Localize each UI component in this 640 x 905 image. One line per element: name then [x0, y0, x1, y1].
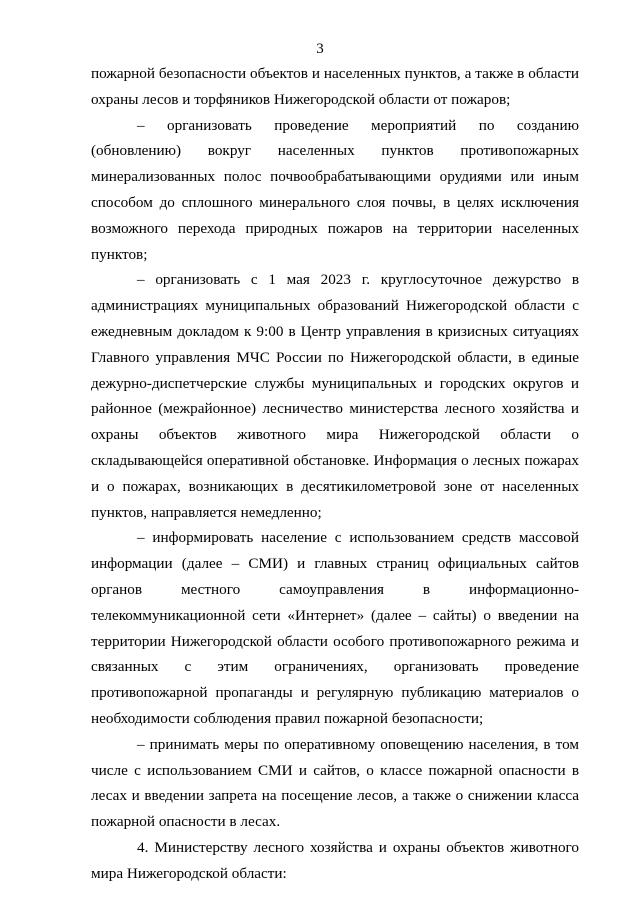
- paragraph-mineralized-strips: – организовать проведение мероприятий по созданию (обновлению) вокруг населенных пунктов противопожарных минерализованных полос почвообрабатывающими орудиями или иным способом до сплошного минерального слоя почвы, в целях исключения возможного перехода природных пожаров на территории населенных пунктов;: [91, 116, 579, 263]
- paragraph-inform-population: – информировать население с использованием средств массовой информации (далее – СМИ) и главных страниц официальных сайтов органов местного самоуправления в информационно-телекоммуникационной сети «Интернет» (далее – сайты) о введении на территории Нижегородской области особого противопожарного режима и связанных с этим ограничениях, организовать проведение противопожарной пропаганды и регулярную публикацию материалов о необходимости соблюдения правил пожарной безопасности;: [91, 529, 579, 727]
- paragraph-fire-safety-continuation: пожарной безопасности объектов и населенных пунктов, а также в области охраны лесов и торфяников Нижегородской области от пожаров;: [91, 65, 579, 108]
- paragraph-ministry-of-forestry: 4. Министерству лесного хозяйства и охраны объектов животного мира Нижегородской области:: [91, 838, 579, 882]
- document-body: [91, 61, 579, 887]
- paragraph-round-the-clock-duty: – организовать с 1 мая 2023 г. круглосуточное дежурство в администрациях муниципальных образований Нижегородской области с ежедневным докладом к 9:00 в Центр управления в кризисных ситуациях Главного управления МЧС России по Нижегородской области, в единые дежурно-диспетчерские службы муниципальных и городских округов и районное (межрайонное) лесничество министерства лесного хозяйства и охраны объектов животного мира Нижегородской области о складывающейся оперативной обстановке. Информация о лесных пожарах и о пожарах, возникающих в десятикилометровой зоне от населенных пунктов, направляется немедленно;: [91, 271, 579, 521]
- page-number: 3: [316, 41, 324, 57]
- paragraph-notification-measures: – принимать меры по оперативному оповещению населения, в том числе с использованием СМИ и сайтов, о классе пожарной опасности в лесах и введении запрета на посещение лесов, а также о снижении класса пожарной опасности в лесах.: [91, 735, 579, 831]
